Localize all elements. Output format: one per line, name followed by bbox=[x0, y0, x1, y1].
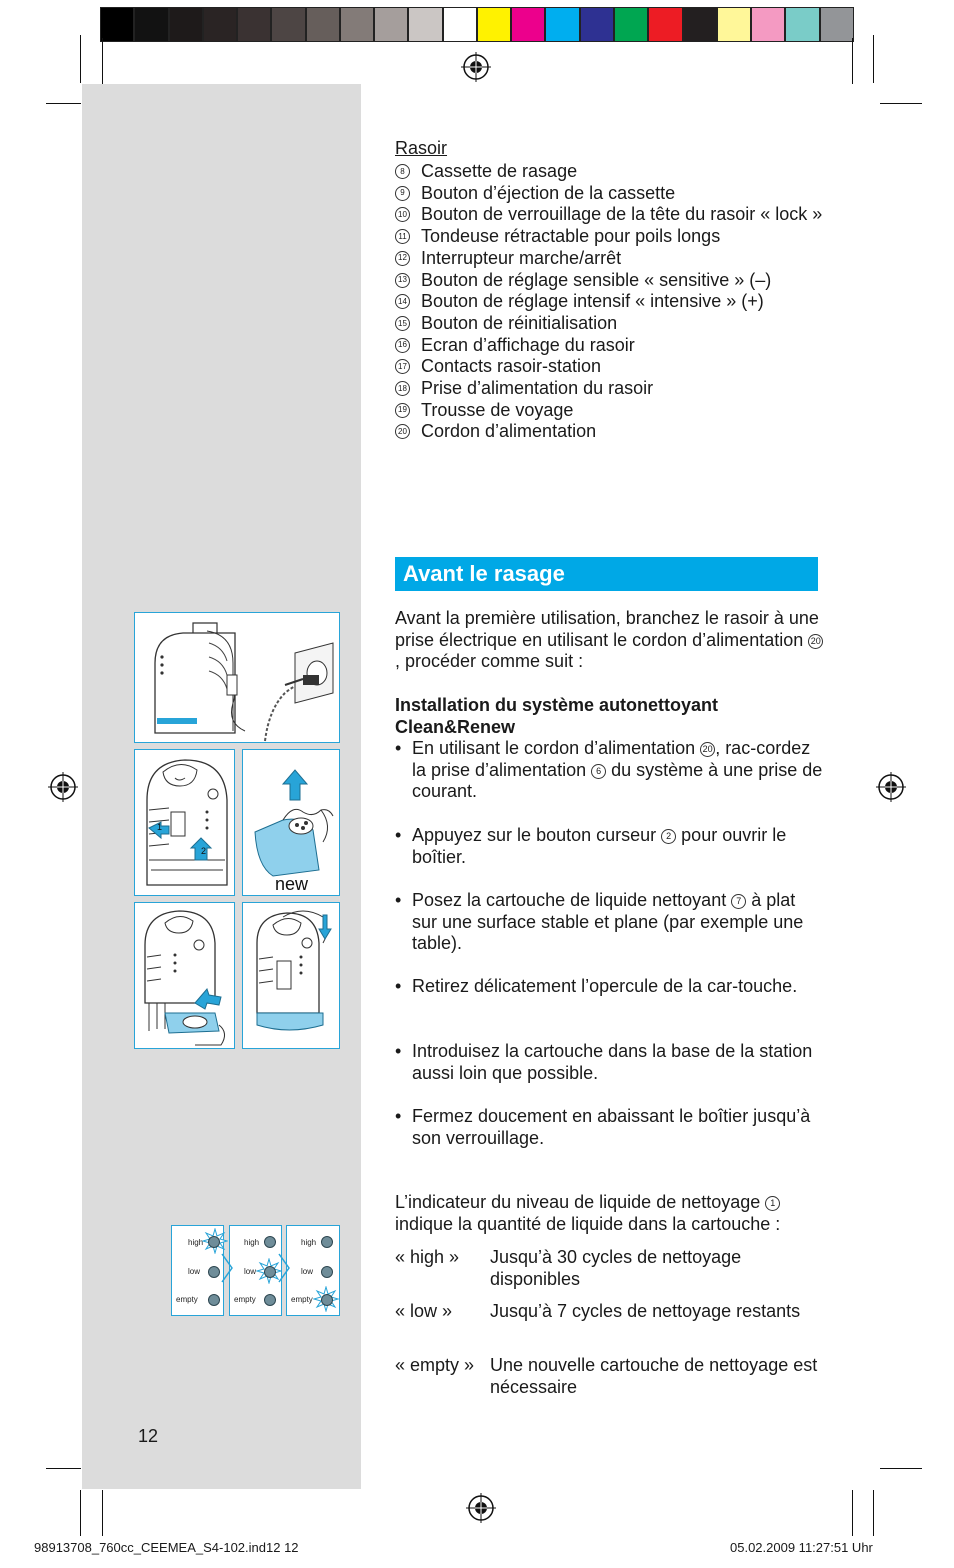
led-low bbox=[321, 1266, 333, 1278]
figure-station-plug bbox=[134, 612, 340, 743]
color-swatch bbox=[477, 7, 511, 42]
intro-paragraph bbox=[395, 608, 825, 673]
indicator-label-empty: empty bbox=[291, 1295, 313, 1304]
color-swatch bbox=[203, 7, 237, 42]
new-label: new bbox=[275, 874, 309, 894]
bullet-item: • Introduisez la cartouche dans la base de la station aussi loin que possible. bbox=[395, 1041, 813, 1083]
indicator-label-low: low bbox=[244, 1267, 257, 1276]
led-high bbox=[321, 1236, 333, 1248]
parts-list-item bbox=[395, 378, 825, 400]
indicator-panel-empty bbox=[286, 1225, 340, 1316]
part-label: Tondeuse rétractable pour poils longs bbox=[421, 226, 721, 247]
part-label: Bouton de réinitialisation bbox=[421, 312, 618, 333]
color-swatch bbox=[820, 7, 854, 42]
part-number-badge: 19 bbox=[395, 403, 410, 418]
part-number-badge: 11 bbox=[395, 229, 410, 244]
parts-list-item bbox=[395, 161, 825, 183]
parts-list-item bbox=[395, 248, 825, 270]
registration-mark-icon bbox=[48, 772, 78, 802]
indicator-panel-high bbox=[171, 1225, 224, 1316]
intro-text-end: , procéder comme suit : bbox=[395, 651, 584, 672]
footer-timestamp: 05.02.2009 11:27:51 Uhr bbox=[730, 1540, 873, 1555]
part-label: Bouton d’éjection de la cassette bbox=[421, 182, 676, 203]
registration-mark-icon bbox=[466, 1493, 496, 1523]
registration-mark-icon bbox=[876, 772, 906, 802]
open-station-illustration bbox=[135, 750, 235, 896]
close-station-illustration bbox=[243, 903, 340, 1049]
color-swatch bbox=[271, 7, 305, 42]
color-swatch bbox=[785, 7, 819, 42]
indicator-label-low: low bbox=[301, 1267, 314, 1276]
color-calibration-bar bbox=[100, 7, 854, 42]
part-number-badge: 8 bbox=[395, 164, 410, 179]
color-swatch bbox=[545, 7, 579, 42]
part-label: Bouton de réglage sensible « sensitive » (–) bbox=[421, 269, 772, 290]
indicator-label-empty: empty bbox=[176, 1295, 198, 1304]
parts-list-item bbox=[395, 183, 825, 205]
indicator-paragraph: L’indicateur du niveau de liquide de nettoyage 1 indique la quantité de liquide dans la cartouche : bbox=[395, 1192, 781, 1234]
parts-list bbox=[395, 161, 825, 443]
level-term: « low » bbox=[395, 1301, 453, 1321]
ref-number: 2 bbox=[661, 829, 676, 844]
bullet-item: • En utilisant le cordon d’alimentation 20 , rac-cordez la prise d’alimentation 6 du système à une prise de courant. bbox=[395, 738, 823, 802]
figure-close-station bbox=[242, 902, 340, 1049]
part-number-badge: 15 bbox=[395, 316, 410, 331]
led-empty-on bbox=[321, 1294, 333, 1306]
parts-title: Rasoir bbox=[395, 138, 448, 158]
color-swatch bbox=[134, 7, 168, 42]
ref-number: 20 bbox=[700, 742, 715, 757]
install-heading: Installation du système autonettoyant Clean&Renew bbox=[395, 695, 719, 737]
parts-list-item bbox=[395, 270, 825, 292]
color-swatch bbox=[717, 7, 751, 42]
part-number-badge: 9 bbox=[395, 186, 410, 201]
level-term: « high » bbox=[395, 1247, 460, 1267]
part-number-badge: 14 bbox=[395, 294, 410, 309]
bullet-item: • Appuyez sur le bouton curseur 2 pour ouvrir le boîtier. bbox=[395, 825, 787, 867]
part-label: Prise d’alimentation du rasoir bbox=[421, 378, 654, 399]
step-1-label: 1 bbox=[157, 822, 163, 832]
color-swatch bbox=[511, 7, 545, 42]
indicator-panel-low bbox=[229, 1225, 282, 1316]
indicator-label-high: high bbox=[301, 1238, 317, 1247]
color-swatch bbox=[580, 7, 614, 42]
registration-mark-icon bbox=[461, 52, 491, 82]
level-desc: Jusqu’à 30 cycles de nettoyage disponibles bbox=[490, 1247, 742, 1289]
led-empty bbox=[264, 1294, 276, 1306]
level-desc: Une nouvelle cartouche de nettoyage est nécessaire bbox=[490, 1355, 818, 1397]
parts-list-item bbox=[395, 400, 825, 422]
color-swatch bbox=[683, 7, 717, 42]
part-label: Bouton de réglage intensif « intensive » (+) bbox=[421, 291, 764, 312]
color-swatch bbox=[751, 7, 785, 42]
parts-list-item bbox=[395, 421, 825, 443]
insert-cartridge-illustration bbox=[135, 903, 235, 1049]
indicator-label-high: high bbox=[188, 1238, 204, 1247]
part-label: Trousse de voyage bbox=[421, 399, 574, 420]
ref-number: 20 bbox=[808, 634, 823, 649]
indicator-label-empty: empty bbox=[234, 1295, 256, 1304]
step-2-label: 2 bbox=[201, 846, 207, 856]
figure-open-station bbox=[134, 749, 235, 896]
arrow-right-icon bbox=[220, 1248, 234, 1288]
part-number-badge: 12 bbox=[395, 251, 410, 266]
parts-list-item bbox=[395, 335, 825, 357]
led-high bbox=[264, 1236, 276, 1248]
part-label: Ecran d’affichage du rasoir bbox=[421, 334, 635, 355]
color-swatch bbox=[237, 7, 271, 42]
led-low-on bbox=[264, 1266, 276, 1278]
arrow-right-icon bbox=[277, 1248, 291, 1288]
bullet-item: • Retirez délicatement l’opercule de la car-touche. bbox=[395, 976, 798, 996]
footer-filename: 98913708_760cc_CEEMEA_S4-102.ind12 12 bbox=[34, 1540, 299, 1555]
led-empty bbox=[208, 1294, 220, 1306]
page-number: 12 bbox=[138, 1426, 159, 1446]
part-number-badge: 20 bbox=[395, 424, 410, 439]
ref-number: 6 bbox=[591, 764, 606, 779]
color-swatch bbox=[169, 7, 203, 42]
part-number-badge: 13 bbox=[395, 273, 410, 288]
ref-number: 7 bbox=[731, 894, 746, 909]
bullet-item: • Posez la cartouche de liquide nettoyant 7 à plat sur une surface stable et plane (par exemple une table). bbox=[395, 890, 804, 954]
figure-insert-cartridge bbox=[134, 902, 235, 1049]
color-swatch bbox=[614, 7, 648, 42]
indicator-label-high: high bbox=[244, 1238, 260, 1247]
part-number-badge: 18 bbox=[395, 381, 410, 396]
indicator-label-low: low bbox=[188, 1267, 201, 1276]
level-term: « empty » bbox=[395, 1355, 475, 1375]
color-swatch bbox=[306, 7, 340, 42]
parts-list-item bbox=[395, 204, 825, 226]
color-swatch bbox=[648, 7, 682, 42]
station-plug-illustration bbox=[135, 613, 340, 743]
parts-list-item bbox=[395, 356, 825, 378]
bullet-item: • Fermez doucement en abaissant le boîtier jusqu’à son verrouillage. bbox=[395, 1106, 811, 1148]
part-label: Cordon d’alimentation bbox=[421, 421, 597, 442]
color-swatch bbox=[443, 7, 477, 42]
led-high-on bbox=[208, 1236, 220, 1248]
part-label: Cassette de rasage bbox=[421, 161, 578, 181]
section-title: Avant le rasage bbox=[403, 561, 565, 586]
color-swatch bbox=[340, 7, 374, 42]
color-swatch bbox=[100, 7, 134, 42]
ref-number: 1 bbox=[765, 1196, 780, 1211]
intro-text: Avant la première utilisation, branchez le rasoir à une prise électrique en utilisant le cordon d’alimentation bbox=[395, 608, 819, 650]
figure-new-cartridge bbox=[242, 749, 340, 896]
part-label: Contacts rasoir-station bbox=[421, 356, 602, 377]
part-label: Interrupteur marche/arrêt bbox=[421, 247, 622, 268]
led-low bbox=[208, 1266, 220, 1278]
part-number-badge: 16 bbox=[395, 338, 410, 353]
color-swatch bbox=[374, 7, 408, 42]
color-swatch bbox=[408, 7, 442, 42]
parts-list-item bbox=[395, 226, 825, 248]
part-label: Bouton de verrouillage de la tête du rasoir « lock » bbox=[421, 204, 823, 225]
part-number-badge: 10 bbox=[395, 207, 410, 222]
level-desc: Jusqu’à 7 cycles de nettoyage restants bbox=[490, 1301, 801, 1321]
parts-list-item bbox=[395, 291, 825, 313]
section-header bbox=[395, 557, 818, 591]
part-number-badge: 17 bbox=[395, 359, 410, 374]
parts-list-item bbox=[395, 313, 825, 335]
